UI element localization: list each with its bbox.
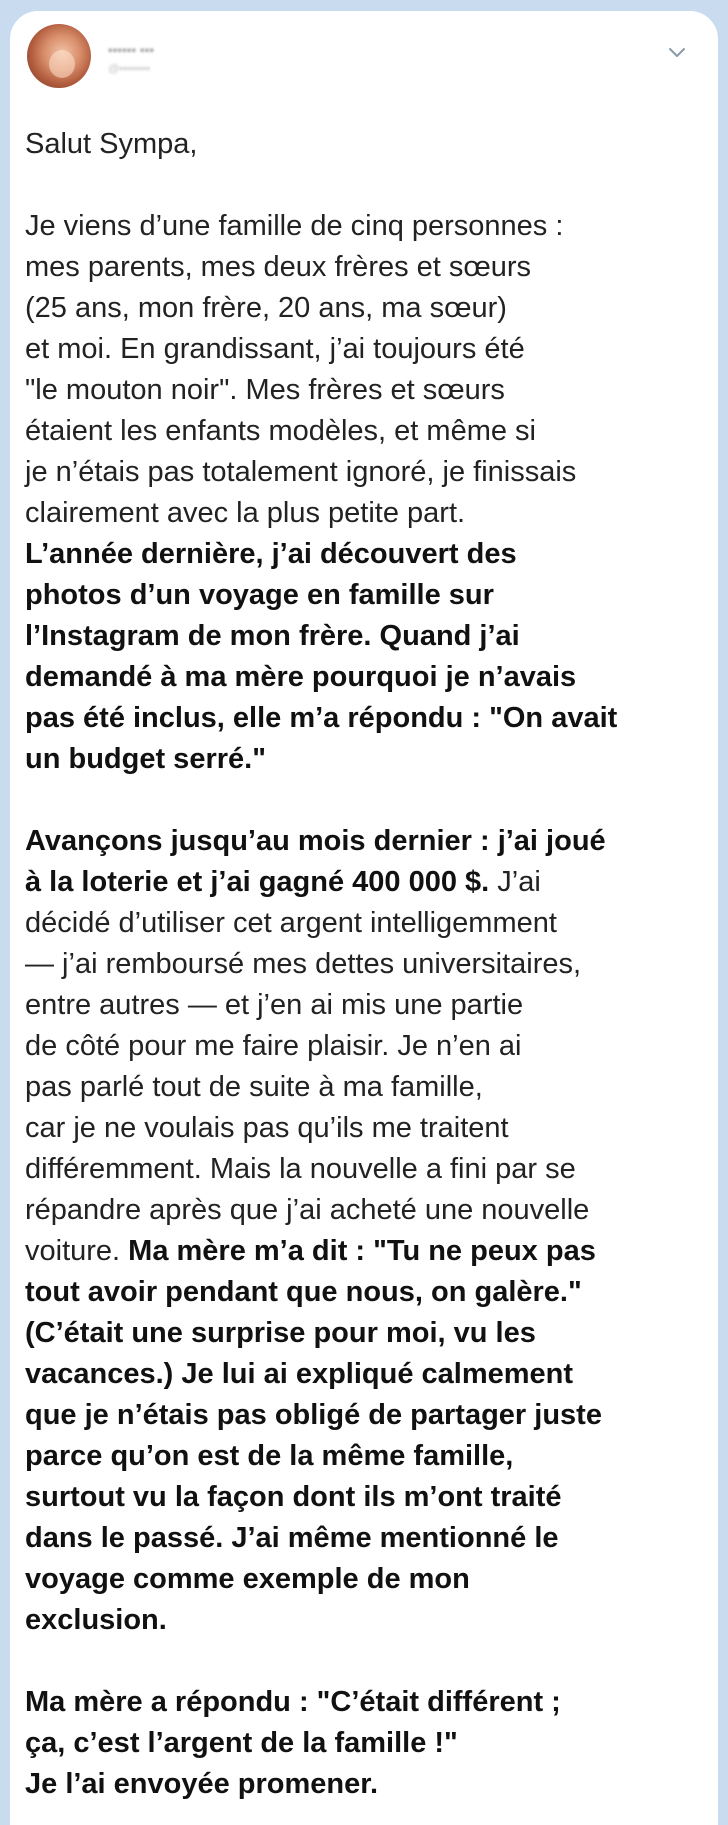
bold-line: Je l’ai envoyée promener. [25, 1768, 379, 1800]
chevron-down-icon[interactable] [664, 39, 690, 65]
bold-line: parce qu’on est de la même famille, [25, 1440, 514, 1472]
bold-line: que je n’étais pas obligé de partager juste [25, 1399, 602, 1431]
mixed-line [25, 862, 705, 903]
bold-line: surtout vu la façon dont ils m’ont traité [25, 1481, 562, 1513]
paragraph-line: entre autres — et j’en ai mis une partie [25, 989, 524, 1021]
paragraph-line: je n’étais pas totalement ignoré, je finissais [25, 456, 577, 488]
bold-line: (C’était une surprise pour moi, vu les [25, 1317, 536, 1349]
bold-line: l’Instagram de mon frère. Quand j’ai [25, 620, 520, 652]
paragraph-line: — j’ai remboursé mes dettes universitaires, [25, 948, 582, 980]
bold-line: demandé à ma mère pourquoi je n’avais [25, 661, 577, 693]
paragraph-line: car je ne voulais pas qu’ils me traitent [25, 1112, 509, 1144]
bold-line: voyage comme exemple de mon [25, 1563, 470, 1595]
paragraph-line: étaient les enfants modèles, et même si [25, 415, 536, 447]
author-name[interactable]: •••••• ••• [108, 43, 155, 57]
bold-line: un budget serré." [25, 743, 266, 775]
bold-line: Avançons jusqu’au mois dernier : j’ai joué [25, 825, 606, 857]
paragraph-line: répandre après que j’ai acheté une nouvelle [25, 1194, 590, 1226]
paragraph-line: clairement avec la plus petite part. [25, 497, 466, 529]
paragraph-line: Je viens d’une famille de cinq personnes : [25, 210, 564, 242]
paragraph-line: (25 ans, mon frère, 20 ans, ma sœur) [25, 292, 507, 324]
greeting: Salut Sympa, [25, 128, 198, 160]
tweet-header [10, 11, 718, 101]
paragraph-line: "le mouton noir". Mes frères et sœurs [25, 374, 505, 406]
tweet-text [25, 124, 705, 1805]
bold-line: exclusion. [25, 1604, 167, 1636]
bold-line: ça, c’est l’argent de la famille !" [25, 1727, 458, 1759]
bold-line: Ma mère a répondu : "C’était différent ; [25, 1686, 561, 1718]
bold-line: dans le passé. J’ai même mentionné le [25, 1522, 559, 1554]
bold-span: à la loterie et j’ai gagné 400 000 $. [25, 866, 490, 898]
bold-line: vacances.) Je lui ai expliqué calmement [25, 1358, 574, 1390]
paragraph-line: décidé d’utiliser cet argent intelligemment [25, 907, 557, 939]
tweet-card [10, 11, 718, 1825]
paragraph-line: pas parlé tout de suite à ma famille, [25, 1071, 483, 1103]
regular-span: J’ai [489, 866, 541, 898]
paragraph-line: différemment. Mais la nouvelle a fini par se [25, 1153, 576, 1185]
paragraph-line: mes parents, mes deux frères et sœurs [25, 251, 532, 283]
bold-span: Ma mère m’a dit : "Tu ne peux pas [128, 1235, 596, 1267]
bold-line: pas été inclus, elle m’a répondu : "On avait [25, 702, 618, 734]
bold-line: L’année dernière, j’ai découvert des [25, 538, 517, 570]
author-handle[interactable]: @•••••••• [108, 63, 150, 75]
paragraph-line: et moi. En grandissant, j’ai toujours été [25, 333, 525, 365]
avatar[interactable] [27, 24, 91, 88]
bold-line: tout avoir pendant que nous, on galère." [25, 1276, 582, 1308]
bold-line: photos d’un voyage en famille sur [25, 579, 494, 611]
regular-span: voiture. [25, 1235, 129, 1267]
mixed-line [25, 1231, 705, 1272]
paragraph-line: de côté pour me faire plaisir. Je n’en ai [25, 1030, 522, 1062]
